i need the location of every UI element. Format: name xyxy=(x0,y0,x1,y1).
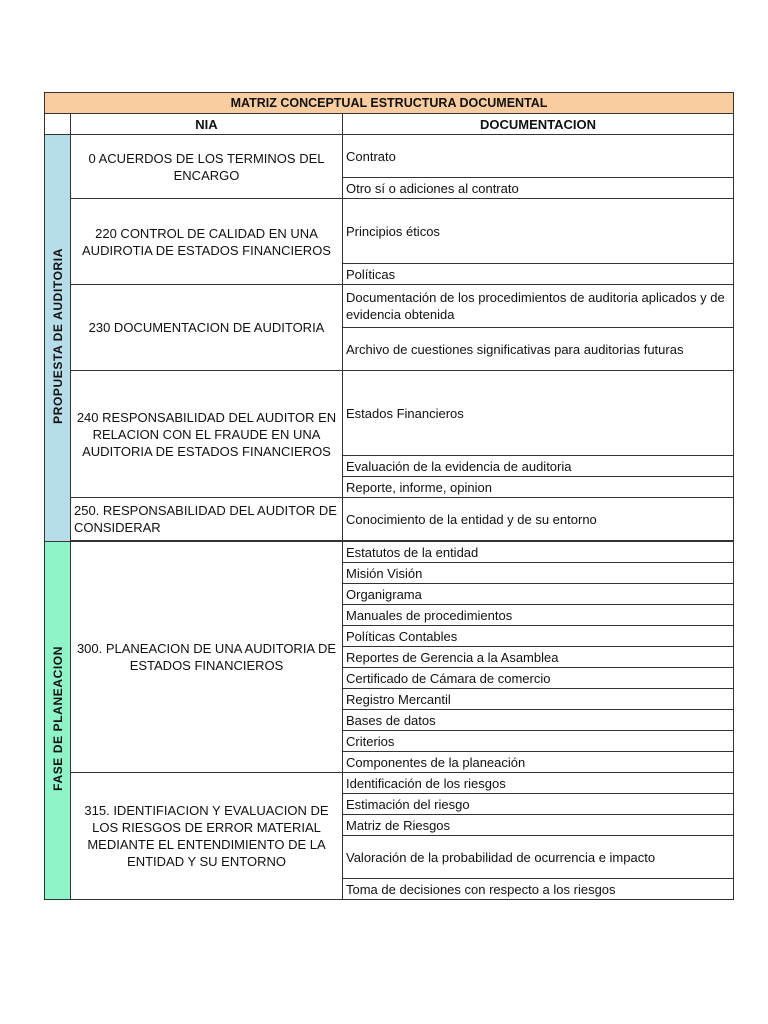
matrix-table xyxy=(44,92,734,900)
doc-cell-3-0: Estados Financieros xyxy=(343,371,734,456)
doc-cell-2-1: Archivo de cuestiones significativas para auditorias futuras xyxy=(343,328,734,371)
nia-label-0: 0 ACUERDOS DE LOS TERMINOS DEL ENCARGO xyxy=(88,150,325,183)
nia-cell-4: 250. RESPONSABILIDAD DEL AUDITOR DE CONSIDERAR xyxy=(71,498,343,541)
nia-cell-2: 230 DOCUMENTACION DE AUDITORIA xyxy=(71,285,343,371)
doc-cell-6-0: Identificación de los riesgos xyxy=(343,773,734,794)
doc-cell-5-10: Componentes de la planeación xyxy=(343,752,734,773)
document-matrix xyxy=(44,92,733,900)
doc-cell-0-1: Otro sí o adiciones al contrato xyxy=(343,178,734,199)
doc-cell-1-0: Principios éticos xyxy=(343,199,734,264)
nia-cell-0 xyxy=(71,135,343,199)
doc-cell-5-9: Criterios xyxy=(343,731,734,752)
doc-cell-6-2: Matriz de Riesgos xyxy=(343,815,734,836)
doc-cell-5-2: Organigrama xyxy=(343,584,734,605)
phase-planeacion-cell xyxy=(45,542,71,900)
doc-cell-1-1: Políticas xyxy=(343,264,734,285)
doc-cell-3-1: Evaluación de la evidencia de auditoria xyxy=(343,456,734,477)
doc-cell-3-2: Reporte, informe, opinion xyxy=(343,477,734,498)
doc-cell-6-1: Estimación del riesgo xyxy=(343,794,734,815)
doc-cell-5-3: Manuales de procedimientos xyxy=(343,605,734,626)
doc-cell-5-4: Políticas Contables xyxy=(343,626,734,647)
phase-planeacion-label: FASE DE PLANEACION xyxy=(50,645,65,791)
doc-cell-6-4: Toma de decisiones con respecto a los riesgos xyxy=(343,879,734,900)
nia-cell-5: 300. PLANEACION DE UNA AUDITORIA DE ESTADOS FINANCIEROS xyxy=(71,542,343,773)
doc-cell-2-0: Documentación de los procedimientos de auditoria aplicados y de evidencia obtenida xyxy=(343,285,734,328)
doc-cell-5-7: Registro Mercantil xyxy=(343,689,734,710)
nia-cell-1: 220 CONTROL DE CALIDAD EN UNA AUDIROTIA DE ESTADOS FINANCIEROS xyxy=(71,199,343,285)
doc-cell-4-0: Conocimiento de la entidad y de su entorno xyxy=(343,498,734,541)
doc-cell-0-0: Contrato xyxy=(343,135,734,178)
doc-cell-5-5: Reportes de Gerencia a la Asamblea xyxy=(343,647,734,668)
header-nia: NIA xyxy=(71,114,343,135)
table-title: MATRIZ CONCEPTUAL ESTRUCTURA DOCUMENTAL xyxy=(45,93,734,114)
doc-cell-6-3: Valoración de la probabilidad de ocurrencia e impacto xyxy=(343,836,734,879)
doc-cell-5-0: Estatutos de la entidad xyxy=(343,542,734,563)
doc-cell-5-1: Misión Visión xyxy=(343,563,734,584)
phase-propuesta-label: PROPUESTA DE AUDITORIA xyxy=(50,247,65,424)
doc-cell-5-8: Bases de datos xyxy=(343,710,734,731)
header-blank-cell xyxy=(45,114,71,135)
nia-cell-6: 315. IDENTIFIACION Y EVALUACION DE LOS RIESGOS DE ERROR MATERIAL MEDIANTE EL ENTENDIMIENTO DE LA ENTIDAD Y SU ENTORNO xyxy=(71,773,343,900)
header-documentacion: DOCUMENTACION xyxy=(343,114,734,135)
nia-cell-3: 240 RESPONSABILIDAD DEL AUDITOR EN RELACION CON EL FRAUDE EN UNA AUDITORIA DE ESTADOS FINANCIEROS xyxy=(71,371,343,498)
doc-cell-5-6: Certificado de Cámara de comercio xyxy=(343,668,734,689)
phase-propuesta-cell xyxy=(45,135,71,542)
